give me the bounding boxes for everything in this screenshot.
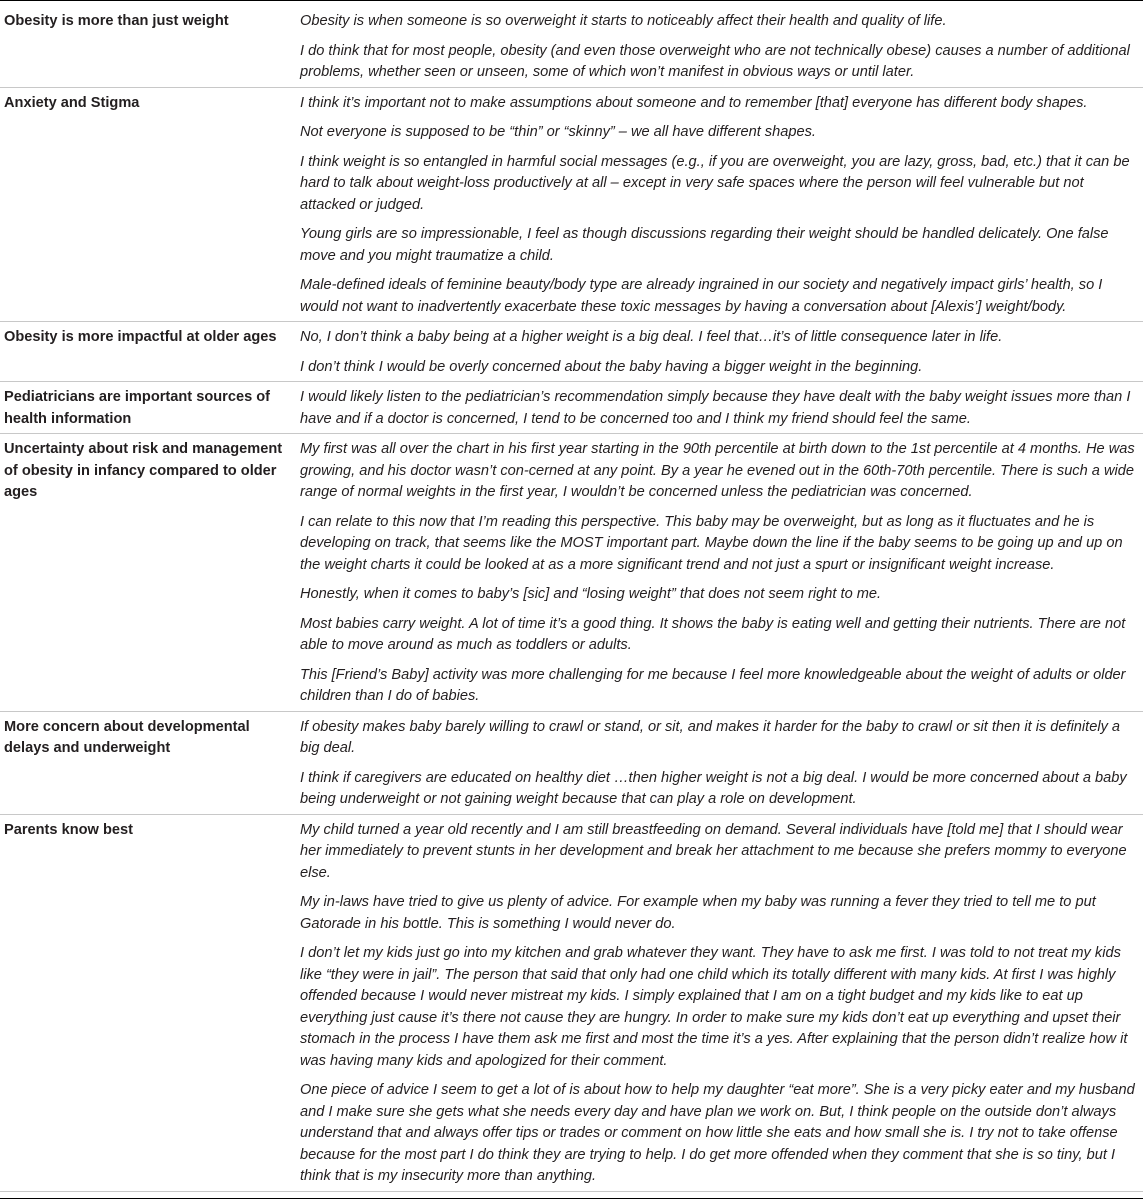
quotes-cell	[300, 387, 1143, 430]
quotes-cell	[300, 820, 1143, 1188]
quote: I can relate to this now that I’m reading this perspective. This baby may be overweight, but as long as it fluctuates and he is developing on track, that seems like the MOST important part. Maybe down the line if the baby seems to be going up and up on the weight charts it could be looked at as a more significant trend and not just a spurt or insignificant weight increase.	[300, 513, 1123, 573]
table-top-rule	[0, 0, 1143, 1]
table-row	[0, 712, 1143, 815]
quote: My child turned a year old recently and I am still breastfeeding on demand. Several individuals have [told me] that I should wear her immediately to prevent stunts in her development and break her attachment to me because she prefers mommy to everyone else.	[300, 821, 1127, 881]
quote: I do think that for most people, obesity (and even those overweight who are not technically obese) causes a number of additional problems, whether seen or unseen, some of which won’t manifest in obvious ways or until later.	[300, 42, 1130, 80]
quote: Young girls are so impressionable, I feel as though discussions regarding their weight should be handled delicately. One false move and you might traumatize a child.	[300, 226, 1109, 264]
quote: My first was all over the chart in his first year starting in the 90th percentile at birth down to the 1st percentile at 4 months. He was growing, and his doctor wasn’t con-cerned at any point. By a year he evened out in the 60th-70th percentile. There is such a wide range of normal weights in the first year, I wouldn’t be concerned unless the pediatrician was concerned.	[300, 441, 1135, 500]
theme-label: Parents know best	[4, 821, 133, 838]
quote: I think it’s important not to make assumptions about someone and to remember [that] everyone has different body shapes.	[300, 94, 1088, 111]
table-row	[0, 6, 1143, 88]
table-row	[0, 434, 1143, 712]
quote: If obesity makes baby barely willing to crawl or stand, or sit, and makes it harder for the baby to crawl or sit then it is definitely a big deal.	[300, 718, 1121, 756]
quotes-cell	[300, 93, 1143, 319]
quotes-cell	[300, 717, 1143, 811]
theme-label: Obesity is more impactful at older ages	[4, 329, 277, 345]
table-row	[0, 382, 1143, 434]
quote: I would likely listen to the pediatrician’s recommendation simply because they have dealt with the baby weight issues more than I have and if a doctor is concerned, I tend to be concerned too and I think my friend should feel the same.	[300, 389, 1131, 427]
quotes-cell	[300, 439, 1143, 708]
table-row	[0, 322, 1143, 382]
quote: No, I don’t think a baby being at a higher weight is a big deal. I feel that…it’s of little consequence later in life.	[300, 329, 1003, 345]
theme-label: Uncertainty about risk and management of obesity in infancy compared to older ages	[4, 441, 283, 500]
quote: I don’t let my kids just go into my kitchen and grab whatever they want. They have to ask me first. I was told to not treat my kids like “they were in jail”. The person that said that only had one child which its totally different with many kids. At first I was highly offended because I would never mistreat my kids. I simply explained that I am on a tight budget and my kids like to eat up everything just cause it’s there not cause they are hungry. In order to make sure my kids don’t eat up everything and upset their stomach in the process I have them ask me first and most the time it’s a yes. After explaining that the person didn’t realize how it was having many kids and apologized for their comment.	[300, 945, 1128, 1069]
quote: I don’t think I would be overly concerned about the baby having a bigger weight in the beginning.	[300, 358, 923, 375]
table-bottom-rule	[0, 1198, 1143, 1199]
quote: My in-laws have tried to give us plenty of advice. For example when my baby was running a fever they tried to tell me to put Gatorade in his bottle. This is something I would never do.	[300, 894, 1096, 932]
quote: Most babies carry weight. A lot of time it’s a good thing. It shows the baby is eating well and getting their nutrients. There are not able to move around as much as toddlers or adults.	[300, 615, 1126, 653]
quote: Obesity is when someone is so overweight it starts to noticeably affect their health and quality of life.	[300, 13, 947, 29]
quotes-cell	[300, 11, 1143, 84]
quote: Male-defined ideals of feminine beauty/body type are already ingrained in our society and negatively impact girls’ health, so I would not want to inadvertently exacerbate these toxic messages by having a conversation about [Alexis’] weight/body.	[300, 277, 1103, 315]
table-row	[0, 88, 1143, 323]
quote: I think weight is so entangled in harmful social messages (e.g., if you are overweight, you are lazy, gross, bad, etc.) that it can be hard to talk about weight-loss productively at all – except in very safe spaces where the person will feel vulnerable but not attacked or judged.	[300, 153, 1130, 213]
quote: Honestly, when it comes to baby’s [sic] and “losing weight” that does not seem right to me.	[300, 586, 882, 602]
theme-label: Anxiety and Stigma	[4, 94, 140, 111]
theme-label: More concern about developmental delays and underweight	[4, 718, 250, 756]
quotes-cell	[300, 327, 1143, 378]
theme-label: Obesity is more than just weight	[4, 13, 229, 29]
theme-label: Pediatricians are important sources of health information	[4, 389, 271, 427]
quote: This [Friend’s Baby] activity was more challenging for me because I feel more knowledgeable about the weight of adults or older children than I do of babies.	[300, 666, 1126, 704]
quote: I think if caregivers are educated on healthy diet …then higher weight is not a big deal. I would be more concerned about a baby being underweight or not gaining weight because that can play a role on development.	[300, 769, 1127, 807]
quote: Not everyone is supposed to be “thin” or “skinny” – we all have different shapes.	[300, 124, 816, 140]
table-row	[0, 815, 1143, 1192]
quote: One piece of advice I seem to get a lot of is about how to help my daughter “eat more”. She is a very picky eater and my husband and I make sure she gets what she needs every day and have plan we work on. But, I think people on the outside don’t always understand that and always offer tips or trades or comment on how little she eats and how small she is. I try not to take offense because for the most part I do think they are trying to help. I do get more offended when they comment that she is so tiny, but I think that is my insecurity more than anything.	[300, 1082, 1135, 1184]
